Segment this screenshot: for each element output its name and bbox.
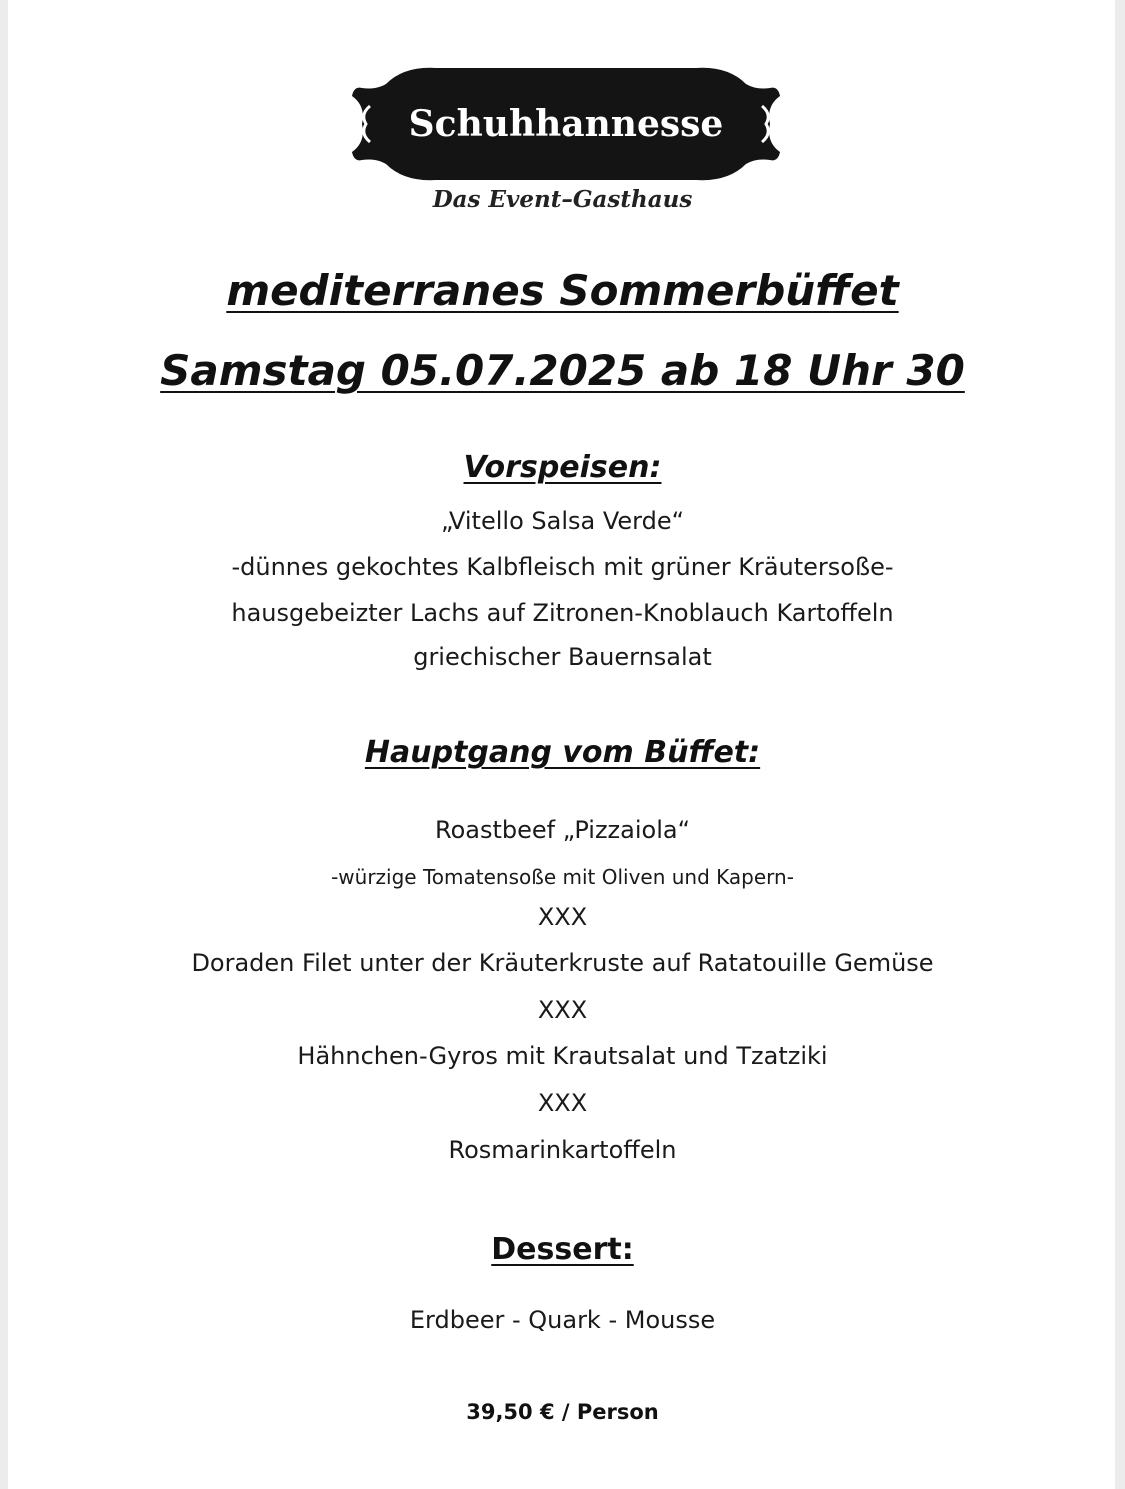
main-course-heading: Hauptgang vom Büffet:	[364, 735, 761, 770]
separator: XXX	[537, 996, 588, 1024]
main-item: Hähnchen-Gyros mit Krautsalat und Tzatziki	[297, 1042, 828, 1070]
main-item: Doraden Filet unter der Kräuterkruste auf Ratatouille Gemüse	[191, 949, 934, 977]
main-item-description: -würzige Tomatensoße mit Oliven und Kapern-	[331, 865, 794, 889]
separator: XXX	[537, 903, 588, 931]
starter-item: hausgebeizter Lachs auf Zitronen-Knoblauch Kartoffeln	[231, 599, 894, 627]
price: 39,50 € / Person	[466, 1400, 659, 1424]
starter-item-description: -dünnes gekochtes Kalbfleisch mit grüner Kräutersoße-	[231, 553, 894, 581]
logo-wordmark: Schuhhannesse	[408, 103, 724, 145]
event-date: Samstag 05.07.2025 ab 18 Uhr 30	[160, 346, 965, 395]
main-item: Rosmarinkartoffeln	[448, 1136, 677, 1164]
logo	[346, 62, 786, 186]
starters-heading: Vorspeisen:	[463, 450, 662, 485]
dessert-heading: Dessert:	[491, 1232, 634, 1267]
starter-item: „Vitello Salsa Verde“	[440, 507, 685, 535]
logo-tagline: Das Event–Gasthaus	[432, 186, 693, 213]
main-item: Roastbeef „Pizzaiola“	[435, 816, 690, 844]
dessert-item: Erdbeer - Quark - Mousse	[409, 1306, 716, 1334]
separator: XXX	[537, 1089, 588, 1117]
starter-item: griechischer Bauernsalat	[413, 643, 712, 671]
menu-title: mediterranes Sommerbüffet	[226, 266, 899, 315]
